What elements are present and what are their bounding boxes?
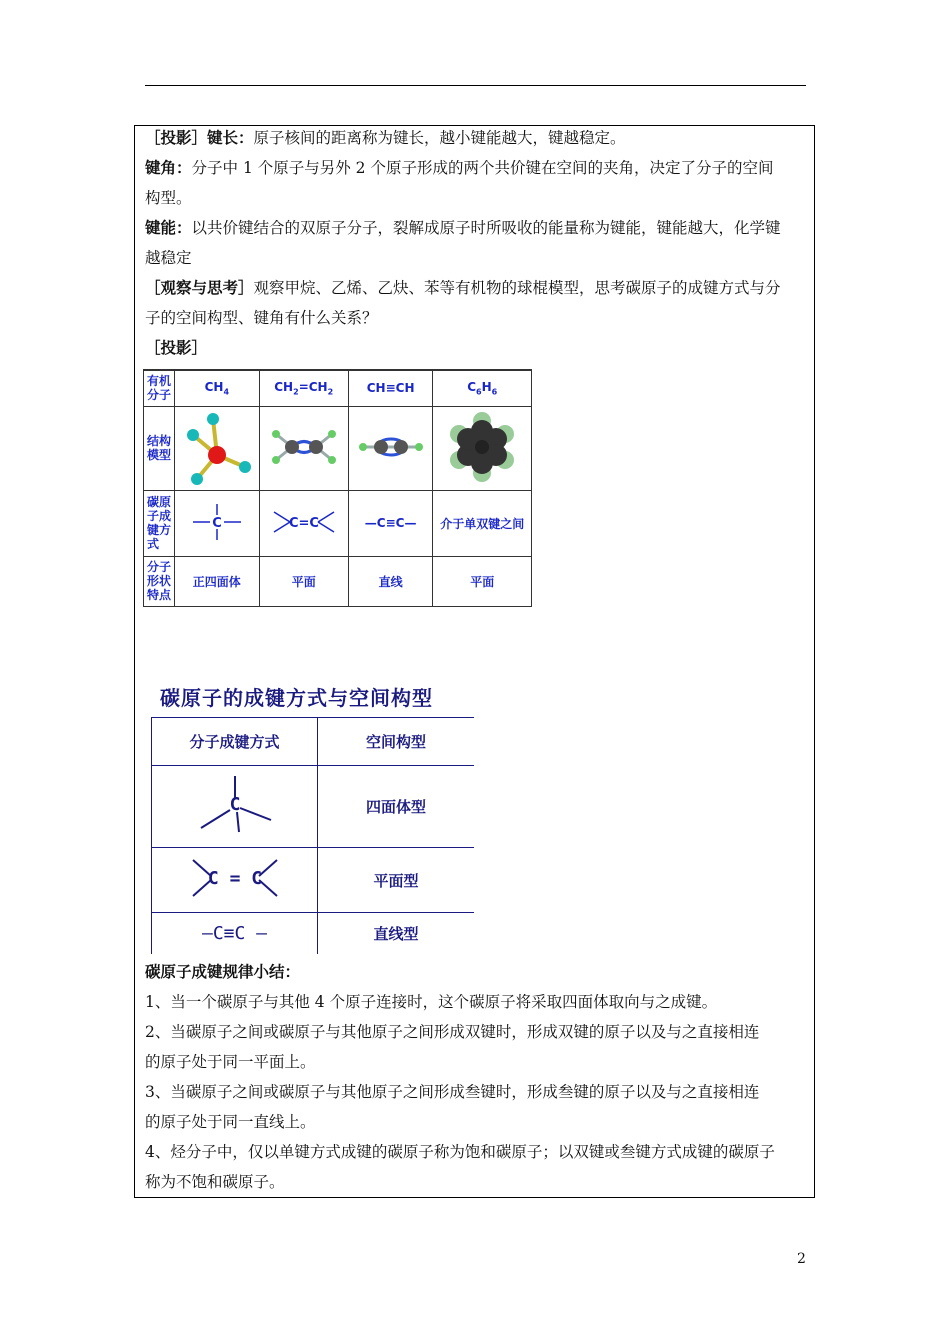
acetylene-model-image bbox=[348, 406, 433, 490]
summary-item: 2、当碳原子之间或碳原子与其他原子之间形成双键时，形成双键的原子以及与之直接相连 bbox=[145, 1023, 760, 1041]
triple-bond-label: —C≡C— bbox=[348, 490, 433, 556]
bonding-table bbox=[151, 717, 474, 953]
col-header: 空间构型 bbox=[318, 718, 475, 766]
table-row bbox=[152, 766, 475, 848]
molecule-ch4: $CH_4$ bbox=[175, 370, 260, 406]
text-cont: 越稳定 bbox=[145, 249, 192, 267]
label: ［投影］键长： bbox=[145, 128, 254, 147]
molecule-c2h2: CH≡CH bbox=[348, 370, 433, 406]
summary-item-cont: 称为不饱和碳原子。 bbox=[145, 1173, 285, 1191]
text: 原子核间的距离称为键长，越小键能越大，键越稳定。 bbox=[253, 129, 626, 147]
intro-bond-angle bbox=[145, 153, 807, 213]
shape-cell: 直线 bbox=[348, 556, 433, 606]
shape-cell: 直线型 bbox=[318, 913, 475, 954]
row-label: 碳原子成键方式 bbox=[144, 490, 175, 556]
planar-bond-diagram bbox=[152, 848, 318, 913]
summary-item: 4、烃分子中，仅以单键方式成键的碳原子称为饱和碳原子；以双键或叁键方式成键的碳原子 bbox=[145, 1143, 775, 1161]
intro-bond-energy bbox=[145, 213, 807, 273]
shape-cell: 平面型 bbox=[318, 848, 475, 913]
table-row bbox=[152, 718, 475, 766]
linear-bond-diagram: —C≡C — bbox=[152, 913, 318, 954]
intro-observe bbox=[145, 273, 807, 333]
page-number: 2 bbox=[797, 1251, 806, 1267]
table-row bbox=[152, 848, 475, 913]
summary-item: 3、当碳原子之间或碳原子与其他原子之间形成叁键时，形成叁键的原子以及与之直接相连 bbox=[145, 1083, 760, 1101]
svg-text:C = C: C = C bbox=[207, 868, 262, 889]
molecule-table bbox=[143, 369, 532, 606]
intro-projection bbox=[145, 333, 807, 363]
table-row bbox=[144, 490, 532, 556]
tetrahedral-bond-diagram bbox=[152, 766, 318, 848]
methane-model-image bbox=[175, 406, 260, 490]
table-row bbox=[144, 556, 532, 606]
table-row bbox=[144, 370, 532, 406]
text-cont: 构型。 bbox=[145, 189, 192, 207]
row-label: 结构模型 bbox=[144, 406, 175, 490]
label: ［观察与思考］ bbox=[145, 278, 254, 297]
header-rule bbox=[145, 85, 806, 86]
col-header: 分子成键方式 bbox=[152, 718, 318, 766]
molecule-c2h4: $CH_2=CH_2$ bbox=[259, 370, 348, 406]
summary-heading: 碳原子成键规律小结： bbox=[145, 962, 301, 981]
single-bond-diagram bbox=[175, 490, 260, 556]
label: ［投影］ bbox=[145, 338, 208, 357]
intro-bond-length bbox=[145, 123, 807, 153]
svg-text:C: C bbox=[212, 515, 222, 531]
svg-text:C: C bbox=[229, 793, 240, 815]
summary-item: 1、当一个碳原子与其他 4 个原子连接时，这个碳原子将采取四面体取向与之成键。 bbox=[145, 993, 718, 1011]
table-row bbox=[144, 406, 532, 490]
row-label: 分子形状特点 bbox=[144, 556, 175, 606]
summary-item-cont: 的原子处于同一直线上。 bbox=[145, 1113, 316, 1131]
text: 以共价键结合的双原子分子，裂解成原子时所吸收的能量称为键能，键能越大，化学键 bbox=[191, 219, 781, 237]
text: 观察甲烷、乙烯、乙炔、苯等有机物的球棍模型，思考碳原子的成键方式与分 bbox=[253, 279, 781, 297]
summary-section bbox=[145, 957, 807, 1197]
svg-text:C=C: C=C bbox=[288, 515, 319, 531]
table-row bbox=[152, 913, 475, 954]
summary-item-cont: 的原子处于同一平面上。 bbox=[145, 1053, 316, 1071]
label: 键角： bbox=[145, 158, 192, 177]
benzene-bond-label: 介于单双键之间 bbox=[433, 490, 532, 556]
text: 分子中 1 个原子与另外 2 个原子形成的两个共价键在空间的夹角，决定了分子的空间 bbox=[191, 159, 774, 177]
molecule-c6h6: $C_6H_6$ bbox=[433, 370, 532, 406]
shape-cell: 平面 bbox=[259, 556, 348, 606]
shape-cell: 四面体型 bbox=[318, 766, 475, 848]
shape-cell: 平面 bbox=[433, 556, 532, 606]
text-cont: 子的空间构型、键角有什么关系？ bbox=[145, 309, 378, 327]
row-label: 有机分子 bbox=[144, 370, 175, 406]
ethylene-model-image bbox=[259, 406, 348, 490]
label: 键能： bbox=[145, 218, 192, 237]
benzene-model-image bbox=[433, 406, 532, 490]
table2-title: 碳原子的成键方式与空间构型 bbox=[160, 686, 433, 710]
double-bond-diagram bbox=[259, 490, 348, 556]
shape-cell: 正四面体 bbox=[175, 556, 260, 606]
